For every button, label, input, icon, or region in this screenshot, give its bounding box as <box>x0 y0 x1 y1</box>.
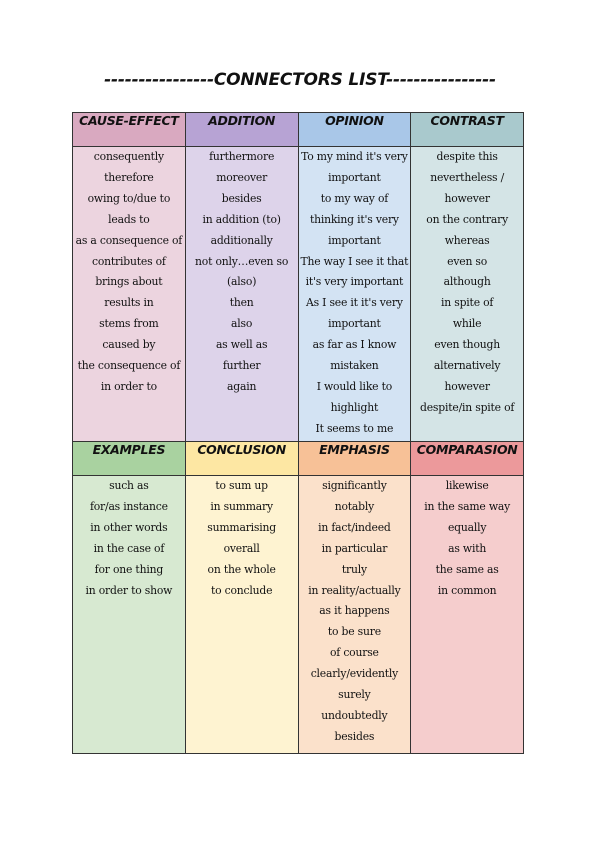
connector-item: such as <box>109 479 149 492</box>
connector-item: brings about <box>95 275 163 289</box>
header-examples: EXAMPLES <box>73 442 186 476</box>
connector-item: likewise <box>445 479 489 492</box>
connector-item: surely <box>338 688 371 702</box>
connector-item: although <box>443 275 491 289</box>
connector-item: results in <box>104 296 154 310</box>
connector-item: in fact/indeed <box>318 520 391 534</box>
connector-item: despite/in spite of <box>420 400 515 414</box>
connector-item: summarising <box>207 520 276 534</box>
connector-item: consequently <box>93 150 164 163</box>
connector-item: in order to <box>100 379 157 393</box>
connector-item: whereas <box>444 233 490 247</box>
connector-item: clearly/evidently <box>310 667 399 681</box>
connector-item: despite this <box>436 150 498 163</box>
connector-item: then <box>229 296 254 310</box>
header-cause-effect: CAUSE-EFFECT <box>73 113 186 147</box>
connector-item: even so <box>447 254 488 268</box>
header-addition: ADDITION <box>185 113 298 147</box>
connector-item: To my mind it's very <box>301 150 408 163</box>
connector-item: to sum up <box>215 479 268 492</box>
connector-item: however <box>444 379 490 393</box>
connector-item: however <box>444 191 490 205</box>
connector-item: thinking it's very <box>309 212 399 226</box>
connector-item: further <box>222 359 261 373</box>
connector-item: as with <box>448 541 487 555</box>
connector-item: The way I see it that <box>300 254 409 268</box>
connector-item: stems from <box>99 317 159 331</box>
header-opinion: OPINION <box>298 113 411 147</box>
table-header-row <box>73 442 524 476</box>
connector-item: on the whole <box>207 562 276 576</box>
connector-item: furthermore <box>209 150 275 163</box>
cause-effect-list <box>73 147 186 442</box>
connector-item: additionally <box>210 233 273 247</box>
connector-item: in summary <box>210 499 273 513</box>
connector-item: leads to <box>108 212 150 226</box>
table-body-row <box>73 147 524 442</box>
connector-item: the same as <box>435 562 499 576</box>
connector-item: nevertheless / <box>430 170 505 184</box>
connector-item: even though <box>434 338 500 352</box>
connector-item: mistaken <box>330 359 379 373</box>
connector-item: important <box>328 317 381 331</box>
header-conclusion: CONCLUSION <box>185 442 298 476</box>
connector-item: in common <box>437 583 497 597</box>
connector-item: for one thing <box>94 562 164 576</box>
connector-item: in spite of <box>441 296 494 310</box>
connector-item: also <box>231 317 253 331</box>
connector-item: to my way of <box>320 191 389 205</box>
connector-item: it's very important <box>305 275 404 289</box>
connector-item: for/as instance <box>89 499 168 513</box>
connector-item: not only…even so <box>195 254 289 268</box>
connector-item: truly <box>341 562 367 576</box>
connector-item: as a consequence of <box>75 233 183 247</box>
connector-item: overall <box>223 541 260 555</box>
connector-item: while <box>452 317 482 331</box>
connector-item: moreover <box>216 170 268 184</box>
connectors-table <box>72 112 524 754</box>
connector-item: As I see it it's very <box>306 296 403 310</box>
connector-item: highlight <box>330 400 379 414</box>
connector-item: (also) <box>227 275 257 289</box>
page-title: ----------------CONNECTORS LIST---------------- <box>104 70 496 90</box>
connector-item: in particular <box>321 541 388 555</box>
connector-item: I would like to <box>316 379 393 393</box>
header-comparasion: COMPARASION <box>411 442 524 476</box>
connector-item: as it happens <box>319 604 390 618</box>
table-body-row <box>73 476 524 754</box>
connector-item: significantly <box>322 479 387 492</box>
connector-item: caused by <box>102 338 156 352</box>
connector-item: owing to/due to <box>87 191 171 205</box>
table-header-row <box>73 113 524 147</box>
connector-item: undoubtedly <box>321 708 388 722</box>
connector-item: of course <box>330 646 379 660</box>
connector-item: again <box>227 379 257 393</box>
header-contrast: CONTRAST <box>411 113 524 147</box>
emphasis-list <box>298 476 411 754</box>
connector-item: on the contrary <box>426 212 508 226</box>
connector-item: in the case of <box>93 541 165 555</box>
examples-list <box>73 476 186 754</box>
connector-item: besides <box>221 191 262 205</box>
header-emphasis: EMPHASIS <box>298 442 411 476</box>
connector-item: therefore <box>104 170 154 184</box>
connector-item: notably <box>334 499 375 513</box>
connector-item: to be sure <box>327 625 381 639</box>
connector-item: as well as <box>215 338 268 352</box>
connector-item: besides <box>334 729 375 743</box>
connector-item: in addition (to) <box>202 212 281 226</box>
connector-item: alternatively <box>433 359 501 373</box>
connector-item: to conclude <box>210 583 273 597</box>
connector-item: in order to show <box>85 583 173 597</box>
connector-item: important <box>328 170 381 184</box>
connector-item: as far as I know <box>312 338 397 352</box>
contrast-list <box>411 147 524 442</box>
comparasion-list <box>411 476 524 754</box>
connector-item: in other words <box>90 520 168 534</box>
connector-item: in reality/actually <box>308 583 401 597</box>
conclusion-list <box>185 476 298 754</box>
connector-item: the consequence of <box>77 359 181 373</box>
addition-list <box>185 147 298 442</box>
connector-item: important <box>328 233 381 247</box>
opinion-list <box>298 147 411 442</box>
connector-item: It seems to me <box>315 421 394 435</box>
connector-item: equally <box>447 520 487 534</box>
connector-item: in the same way <box>424 499 511 513</box>
connector-item: contributes of <box>92 254 166 268</box>
